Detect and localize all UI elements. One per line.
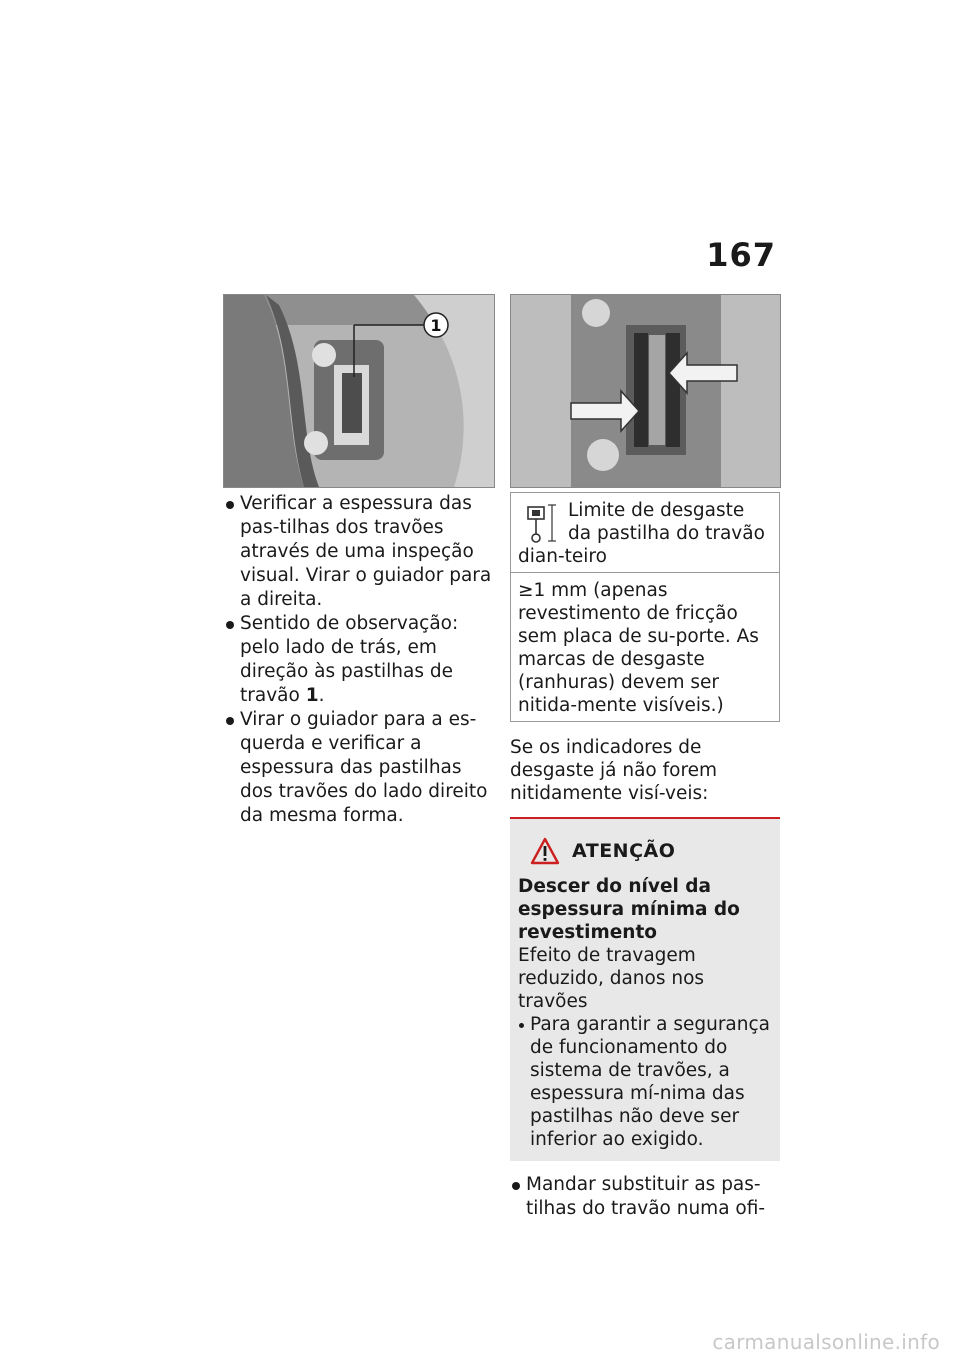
condition-text: Se os indicadores de desgaste já não forem nitidamente visí-veis: xyxy=(510,737,718,804)
brake-caliper-rear-illustration xyxy=(224,295,494,487)
warning-box xyxy=(510,817,780,1161)
warning-list xyxy=(518,1013,772,1151)
page-number: 167 xyxy=(706,236,776,274)
wear-limit-table xyxy=(510,492,780,722)
callout-reference: 1 xyxy=(305,685,319,706)
list-item: Mandar substituir as pas-tilhas do travão numa ofi- xyxy=(510,1173,780,1221)
list-item: Virar o guiador para a es-querda e verificar a espessura das pastilhas dos travões do lado direito da mesma forma. xyxy=(224,708,494,828)
brake-pads-photo xyxy=(510,294,781,488)
left-column xyxy=(224,492,494,828)
warning-heading: Descer do nível da espessura mínima do revestimento xyxy=(518,876,740,943)
wear-limit-value: ≥1 mm (apenas revestimento de fricção sem placa de su-porte. As marcas de desgaste (ranhuras) devem ser nitida-mente visíveis.) xyxy=(511,573,780,722)
warning-triangle-icon xyxy=(530,837,560,865)
right-column xyxy=(510,492,780,1221)
list-item: Para garantir a segurança de funcionamento do sistema de travões, a espessura mí-nima das pastilhas não deve ser inferior ao exigido. xyxy=(518,1013,772,1151)
followup-steps xyxy=(510,1173,780,1221)
brake-caliper-rear-photo xyxy=(223,294,495,488)
list-item: Verificar a espessura das pas-tilhas dos travões através de uma inspeção visual. Virar o guiador para a direita. xyxy=(224,492,494,612)
warning-effect: Efeito de travagem reduzido, danos nos travões xyxy=(518,945,705,1012)
figure-callout-1: 1 xyxy=(430,316,442,335)
brake-pad-gauge-icon xyxy=(524,501,560,545)
wear-limit-title-cell xyxy=(511,493,780,573)
wear-limit-title: Limite de desgaste da pastilha do travão dian-teiro xyxy=(518,500,765,567)
warning-title xyxy=(530,837,772,865)
watermark: carmanualsonline.info xyxy=(712,1330,940,1354)
inspection-steps xyxy=(224,492,494,828)
warning-label: ATENÇÃO xyxy=(572,839,676,862)
list-item: Sentido de observação: pelo lado de trás, em direção às pastilhas de travão 1. xyxy=(224,612,494,708)
brake-pads-illustration xyxy=(511,295,780,487)
